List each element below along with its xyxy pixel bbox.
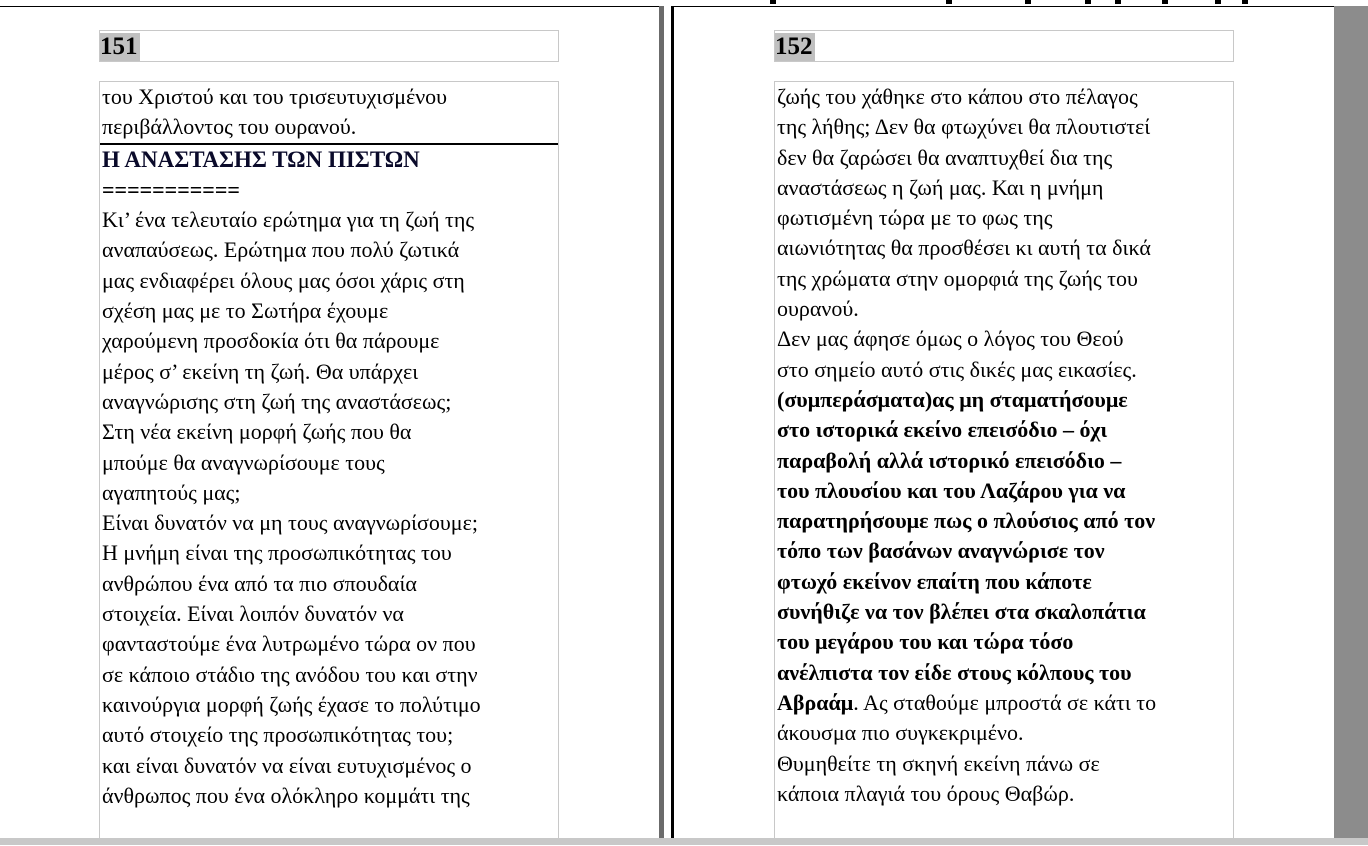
text-line: περιβάλλοντος του ουρανού. bbox=[100, 112, 558, 144]
page-header-right[interactable] bbox=[774, 30, 1234, 62]
text-line: φτωχό εκείνον επαίτη που κάποτε bbox=[777, 568, 1092, 594]
ruler-tick bbox=[1242, 0, 1248, 4]
body-text bbox=[775, 82, 1233, 385]
text-line: του πλουσίου και του Λαζάρου για να bbox=[777, 477, 1126, 503]
top-toolbar-edge bbox=[0, 0, 1368, 4]
text-line: αγαπητούς μας; bbox=[102, 479, 241, 505]
text-line: αναπαύσεως. Ερώτημα που πολύ ζωτικά bbox=[102, 237, 460, 263]
text-line: Κι’ ένα τελευταίο ερώτημα για τη ζωή της bbox=[102, 207, 475, 233]
text-line: της χρώματα στην ομορφιά της ζωής του bbox=[777, 265, 1138, 291]
text-line: παραβολή αλλά ιστορικό επεισόδιο – bbox=[777, 447, 1122, 473]
ruler-tick bbox=[1025, 0, 1031, 4]
text-line: φωτισμένη τώρα με το φως της bbox=[777, 205, 1053, 231]
text-line: αναστάσεως η ζωή μας. Και η μνήμη bbox=[777, 174, 1104, 200]
text-line: ανέλπιστα τον είδε στους κόλπους του bbox=[777, 659, 1132, 685]
text-line: στο ιστορικά εκείνο επεισόδιο – όχι bbox=[777, 417, 1108, 443]
text-line: αναγνώρισης στη ζωή της αναστάσεως; bbox=[102, 388, 452, 414]
text-line: Η μνήμη είναι της προσωπικότητας του bbox=[102, 540, 452, 566]
text-line bbox=[775, 688, 1233, 718]
text-line: τόπο των βασάνων αναγνώρισε τον bbox=[777, 538, 1105, 564]
text-line: κάποια πλαγιά του όρους Θαβώρ. bbox=[777, 780, 1075, 806]
text-line: μας ενδιαφέρει όλους μας όσοι χάρις στη bbox=[102, 267, 465, 293]
bold-word: Αβραάμ bbox=[777, 689, 854, 715]
text-line: δεν θα ζαρώσει θα αναπτυχθεί δια της bbox=[777, 144, 1113, 170]
text-line: συνήθιζε να τον βλέπει στα σκαλοπάτια bbox=[777, 599, 1146, 625]
text-line: μπούμε θα αναγνωρίσουμε τους bbox=[102, 449, 385, 475]
page-number: 151 bbox=[100, 33, 138, 60]
text-line: καινούργια μορφή ζωής έχασε το πολύτιμο bbox=[102, 691, 481, 717]
ruler-tick bbox=[1115, 0, 1121, 4]
text-line: του μεγάρου του και τώρα τόσο bbox=[777, 629, 1074, 655]
ruler-tick bbox=[1085, 0, 1091, 4]
page-header-left[interactable] bbox=[99, 30, 559, 62]
ruler-tick bbox=[1162, 0, 1168, 4]
page-number: 152 bbox=[775, 33, 813, 60]
ruler-tick bbox=[770, 0, 776, 4]
text-line: ουρανού. bbox=[777, 296, 859, 322]
text-line: χαρούμενη προσδοκία ότι θα πάρουμε bbox=[102, 328, 440, 354]
text-line: σε κάποιο στάδιο της ανόδου του και στην bbox=[102, 661, 478, 687]
text-line: Θυμηθείτε τη σκηνή εκείνη πάνω σε bbox=[777, 750, 1100, 776]
horizontal-scrollbar[interactable] bbox=[0, 838, 1368, 845]
text-line: αιωνιότητας θα προσθέσει κι αυτή τα δικά bbox=[777, 235, 1151, 261]
text-line: στοιχεία. Είναι λοιπόν δυνατόν να bbox=[102, 601, 404, 627]
text-line: σχέση μας με το Σωτήρα έχουμε bbox=[102, 298, 389, 324]
text-line: μέρος σ’ εκείνη τη ζωή. Θα υπάρχει bbox=[102, 358, 419, 384]
ruler-tick bbox=[1215, 0, 1221, 4]
text-line: Είναι δυνατόν να μη τους αναγνωρίσουμε; bbox=[102, 510, 478, 536]
text-line: άκουσμα πιο συγκεκριμένο. bbox=[777, 720, 1024, 746]
text-line: Δεν μας άφησε όμως ο λόγος του Θεού bbox=[777, 326, 1124, 352]
text-line: στο σημείο αυτό στις δικές μας εικασίες. bbox=[777, 356, 1137, 382]
text-frame-left[interactable] bbox=[99, 81, 559, 841]
text-line: φανταστούμε ένα λυτρωμένο τώρα ον που bbox=[102, 631, 476, 657]
text-line: ανθρώπου ένα από τα πιο σπουδαία bbox=[102, 570, 417, 596]
text-line: (συμπεράσματα)ας μη σταματήσουμε bbox=[777, 386, 1128, 412]
text-line: του Χριστού και του τρισευτυχισμένου bbox=[102, 84, 448, 109]
section-heading: Η ΑΝΑΣΤΑΣΗΣ ΤΩΝ ΠΙΣΤΩΝ bbox=[102, 146, 420, 172]
text-line: ζωής του χάθηκε στο κάπου στο πέλαγος bbox=[777, 84, 1138, 109]
text-run: . Ας σταθούμε μπροστά σε κάτι το bbox=[853, 689, 1157, 715]
text-line: άνθρωπος που ένα ολόκληρο κομμάτι της bbox=[102, 782, 470, 808]
page-gutter bbox=[659, 6, 674, 845]
text-line: και είναι δυνατόν να είναι ευτυχισμένος ο bbox=[102, 752, 472, 778]
body-text bbox=[100, 205, 558, 811]
bold-passage bbox=[775, 385, 1233, 688]
text-line: της λήθης; Δεν θα φτωχύνει θα πλουτιστεί bbox=[777, 114, 1151, 140]
text-line: Στη νέα εκείνη μορφή ζωής που θα bbox=[102, 419, 412, 445]
ruler-tick bbox=[946, 0, 952, 4]
text-line: αυτό στοιχείο της προσωπικότητας του; bbox=[102, 722, 454, 748]
workspace-background bbox=[1334, 6, 1368, 845]
text-frame-right[interactable] bbox=[774, 81, 1234, 841]
ruler-ticks bbox=[760, 0, 1250, 4]
body-text bbox=[775, 718, 1233, 809]
text-line: παρατηρήσουμε πως ο πλούσιος από τον bbox=[777, 508, 1156, 534]
page-shadow bbox=[659, 6, 664, 845]
heading-underline: =========== bbox=[102, 176, 240, 202]
